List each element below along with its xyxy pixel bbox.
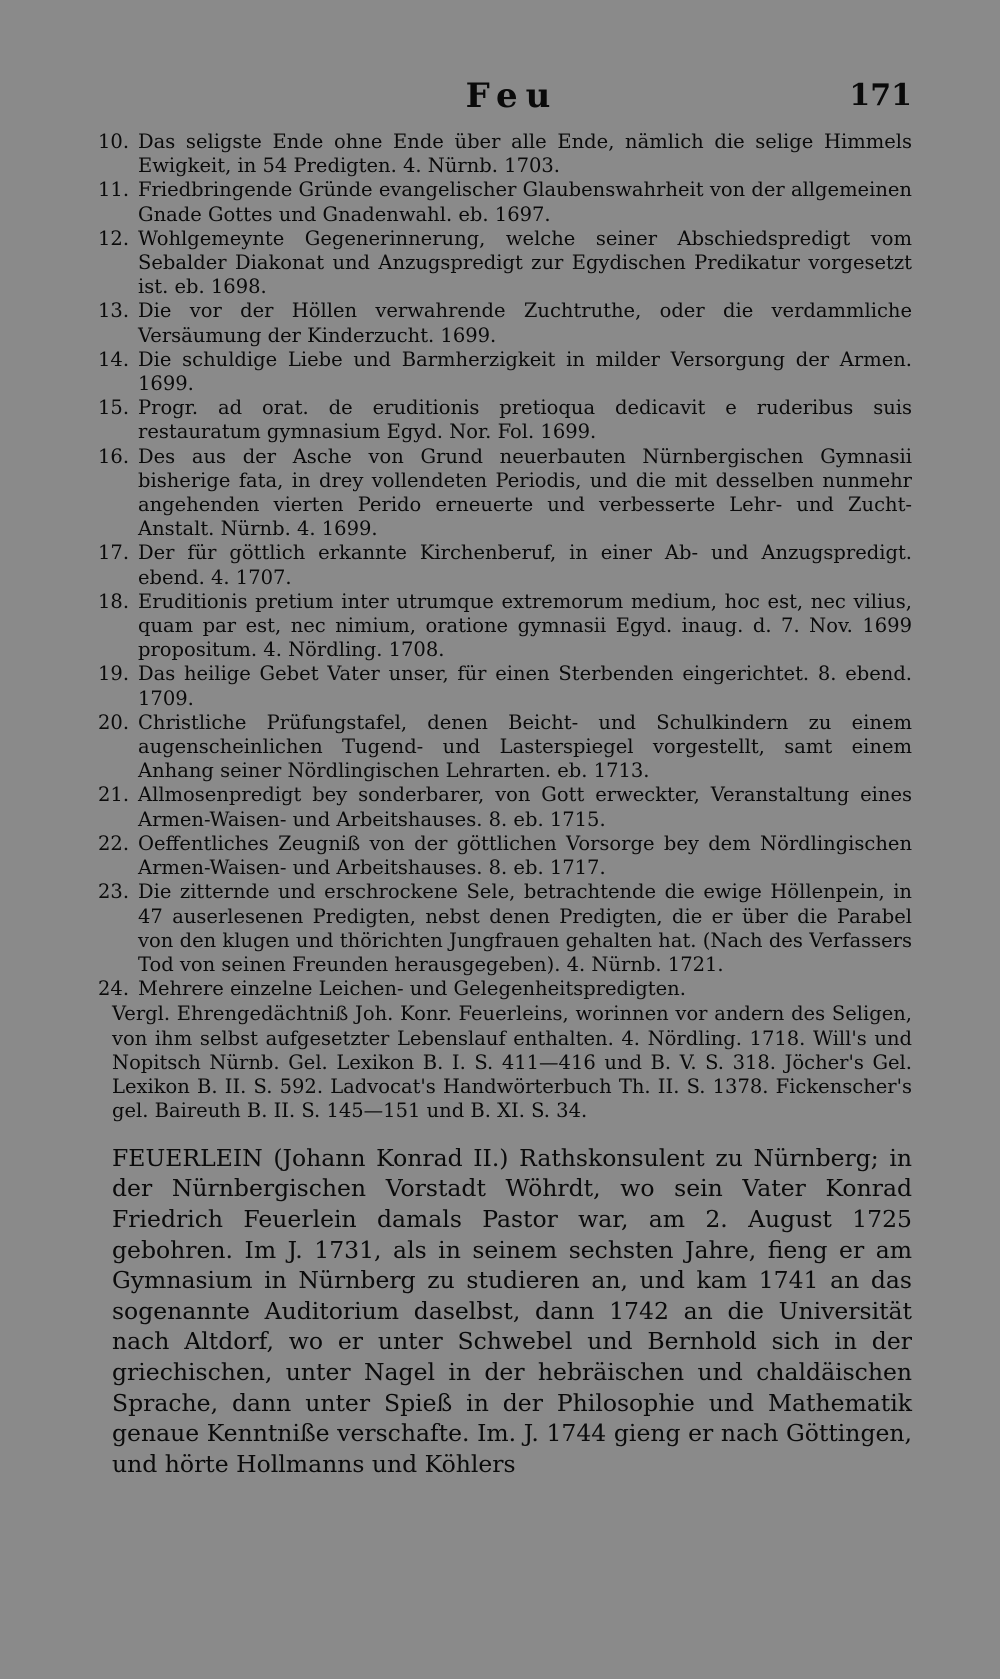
entry-number: 16. xyxy=(98,444,130,468)
entry-text: Christliche Prüfungstafel, denen Beicht- und Schulkindern zu einem augenscheinlichen Tugend- und Lasterspiegel vorgestellt, samt einem Anhang seiner Nördlingischen Lehrarten. eb. 1713. xyxy=(138,710,912,783)
page-number: 171 xyxy=(849,78,912,113)
list-item xyxy=(98,299,912,347)
running-head-title: Feu xyxy=(465,76,559,116)
entry-text: Allmosenpredigt bey sonderbarer, von Gott erweckter, Veranstaltung eines Armen-Waisen- und Arbeitshauses. 8. eb. 1715. xyxy=(138,783,912,831)
works-list xyxy=(98,130,912,1001)
entry-number: 20. xyxy=(98,710,130,734)
entry-text: Oeffentliches Zeugniß von der göttlichen Vorsorge bey dem Nördlingischen Armen-Waisen- und Arbeitshauses. 8. eb. 1717. xyxy=(138,831,912,880)
list-item xyxy=(98,130,912,178)
entry-text: Das seligste Ende ohne Ende über alle Ende, nämlich die selige Himmels Ewigkeit, in 54 Predigten. 4. Nürnb. 1703. xyxy=(138,130,912,178)
entry-number: 10. xyxy=(98,130,130,153)
list-item xyxy=(98,396,912,444)
entry-text: Eruditionis pretium inter utrumque extremorum medium, hoc est, nec vilius, quam par est, nec nimium, oratione gymnasii Egyd. inaug. d. 7. Nov. 1699 propositum. 4. Nördling. 1708. xyxy=(138,589,912,662)
entry-number: 21. xyxy=(98,783,130,807)
entry-text: Der für göttlich erkannte Kirchenberuf, in einer Ab- und Anzugspredigt. ebend. 4. 1707. xyxy=(138,541,912,589)
entry-text: Des aus der Asche von Grund neuerbauten Nürnbergischen Gymnasii bisherige fata, in drey vollendeten Periodis, und die mit desselben nunmehr angehenden vierten Perido erneuerte und verbesserte Lehr- und Zucht-Anstalt. Nürnb. 4. 1699. xyxy=(138,444,912,541)
entry-text: Wohlgemeynte Gegenerinnerung, welche seiner Abschiedspredigt vom Sebalder Diakonat und Anzugspredigt zur Egydischen Predikatur vorgesetzt ist. eb. 1698. xyxy=(138,226,912,299)
entry-text: Die schuldige Liebe und Barmherzigkeit in milder Versorgung der Armen. 1699. xyxy=(138,347,912,396)
entry-number: 13. xyxy=(98,299,130,323)
list-item xyxy=(98,178,912,226)
list-item xyxy=(98,710,912,784)
entry-number: 18. xyxy=(98,589,130,613)
list-item xyxy=(98,226,912,300)
entry-number: 19. xyxy=(98,662,130,686)
list-item xyxy=(98,444,912,542)
biography-paragraph: FEUERLEIN (Johann Konrad II.) Rathskonsulent zu Nürnberg; in der Nürnbergischen Vorstadt Wöhrdt, wo sein Vater Konrad Friedrich Feuerlein damals Pastor war, am 2. August 1725 gebohren. Im J. 1731, als in seinem sechsten Jahre, fieng er am Gymnasium in Nürnberg zu studieren an, und kam 1741 an das sogenannte Auditorium daselbst, dann 1742 an die Universität nach Altdorf, wo er unter Schwebel und Bernhold sich in der griechischen, unter Nagel in der hebräischen und chaldäischen Sprache, dann unter Spieß in der Philosophie und Mathematik genaue Kenntniße verschafte. Im. J. 1744 gieng er nach Göttingen, und hörte Hollmanns und Köhlers xyxy=(112,1143,912,1478)
entry-text: Die vor der Höllen verwahrende Zuchtruthe, oder die verdammliche Versäumung der Kinderzucht. 1699. xyxy=(138,299,912,347)
entry-number: 15. xyxy=(98,396,130,420)
list-item xyxy=(98,662,912,710)
entry-number: 22. xyxy=(98,831,130,855)
list-item xyxy=(98,347,912,396)
entry-number: 14. xyxy=(98,347,130,371)
entry-number: 23. xyxy=(98,880,130,904)
entry-text: Das heilige Gebet Vater unser, für einen Sterbenden eingerichtet. 8. ebend. 1709. xyxy=(138,662,912,710)
entry-text: Die zitternde und erschrockene Sele, betrachtende die ewige Höllenpein, in 47 auserlesenen Predigten, nebst denen Predigten, die er über die Parabel von den klugen und thörichten Jungfrauen gehalten hat. (Nach des Verfassers Tod von seinen Freunden herausgegeben). 4. Nürnb. 1721. xyxy=(138,880,912,976)
entry-text: Progr. ad orat. de eruditionis pretioqua dedicavit e ruderibus suis restauratum gymnasium Egyd. Nor. Fol. 1699. xyxy=(138,396,912,444)
list-item xyxy=(98,977,912,1001)
list-item xyxy=(98,589,912,663)
running-head xyxy=(112,72,912,124)
list-item xyxy=(98,880,912,977)
entry-number: 12. xyxy=(98,226,130,250)
entry-number: 11. xyxy=(98,178,130,202)
list-item xyxy=(98,831,912,880)
list-item xyxy=(98,541,912,589)
entry-text: Friedbringende Gründe evangelischer Glaubenswahrheit von der allgemeinen Gnade Gottes und Gnadenwahl. eb. 1697. xyxy=(138,178,912,226)
entry-number: 24. xyxy=(98,977,130,1001)
entry-text: Mehrere einzelne Leichen- und Gelegenheitspredigten. xyxy=(138,977,686,1001)
list-item xyxy=(98,783,912,831)
references-paragraph: Vergl. Ehrengedächtniß Joh. Konr. Feuerleins, worinnen vor andern des Seligen, von ihm selbst aufgesetzter Lebenslauf enthalten. 4. Nördling. 1718. Will's und Nopitsch Nürnb. Gel. Lexikon B. I. S. 411—416 und B. V. S. 318. Jöcher's Gel. Lexikon B. II. S. 592. Ladvocat's Handwörterbuch Th. II. S. 1378. Fickenscher's gel. Baireuth B. II. S. 145—151 und B. XI. S. 34. xyxy=(112,1002,912,1123)
entry-number: 17. xyxy=(98,541,130,565)
